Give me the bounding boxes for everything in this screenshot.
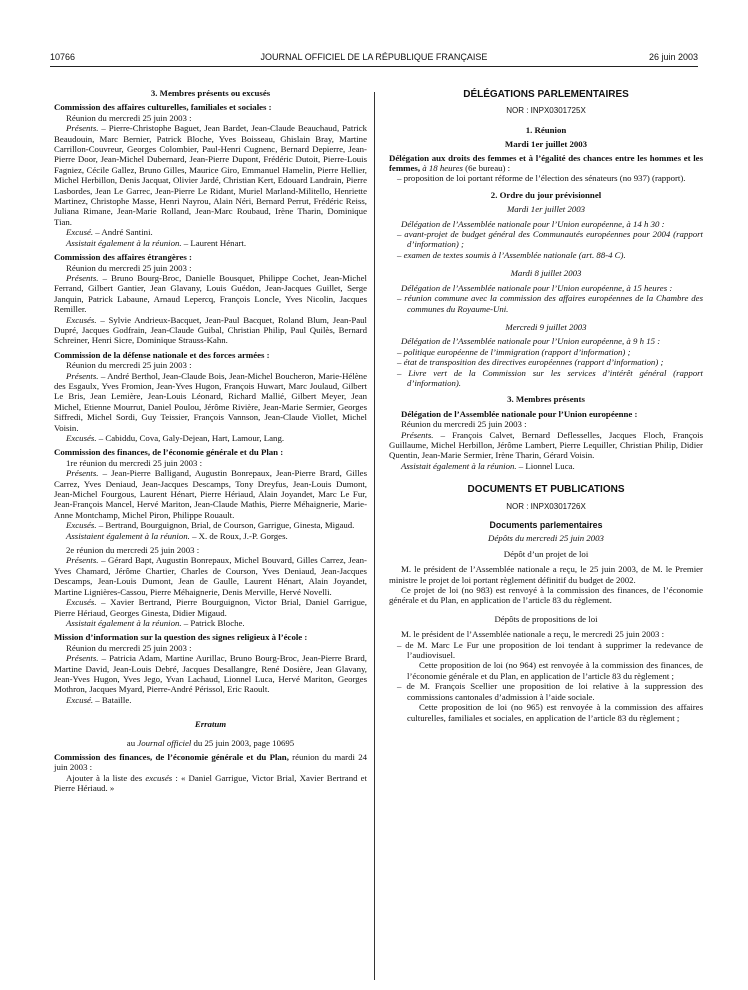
erratum-pre: au xyxy=(126,737,138,748)
excused-paragraph xyxy=(54,597,367,618)
agenda-item: – proposition de loi portant réforme de l’élection des sénateurs (no 937) (rapport). xyxy=(397,173,686,184)
present-paragraph xyxy=(54,273,367,315)
present-label: Présents. xyxy=(66,370,99,381)
issue-date: 26 juin 2003 xyxy=(648,52,698,62)
assist-label: Assistait également à la réunion. xyxy=(66,617,182,628)
erratum-add-text: : « Daniel Garrigue, Victor Brial, Xavier Bertrand et Pierre Hériaud. » xyxy=(54,772,367,794)
excused-paragraph xyxy=(54,520,367,530)
assist-text: – Patrick Bloche. xyxy=(181,617,245,628)
agenda-item: – Livre vert de la Commission sur les services d’intérêt général (rapport d’information). xyxy=(397,367,703,388)
excused-text: – Sylvie Andrieux-Bacquet, Jean-Paul Bacquet, Roland Blum, Jean-Paul Dupré, Jacques Godfrain, Jean-Claude Guibal, Christian Philip, Paul Quilès, Bernard Schreiner, Henri Sicre, Dominique Strauss-Kahn. xyxy=(54,314,367,346)
mission-title: Mission d’information sur la question des signes religieux à l’école : xyxy=(54,632,308,643)
delegation-meeting: Délégation de l’Assemblée nationale pour l’Union européenne, à 9 h 15 : xyxy=(401,336,661,347)
meeting-line: Réunion du mercredi 25 juin 2003 : xyxy=(66,360,192,371)
agenda-item: – état de transposition des directives européennes (rapport d’information) ; xyxy=(397,357,664,368)
agenda-date: Mercredi 9 juillet 2003 xyxy=(505,321,587,332)
present-label: Présents. xyxy=(66,555,99,566)
present-text: – Jean-Pierre Balligand, Augustin Bonrepaux, Jean-Pierre Brard, Gilles Carrez, Yves Deniaud, Jean-Jacques Descamps, Tony Dreyfus, Jean-Louis Dumont, Jean-Michel Fourgous, Laurent Hénart, Pierre Hériaud, Alain Joyandet, Marc Le Fur, Jean-François Mancel, Hervé Mariton, Jean-Claude Mathis, Pierre Méhaignerie, Marie-Anne Montchamp, Michel Piron, Philippe Rouault. xyxy=(54,468,367,520)
header-rule xyxy=(50,66,698,67)
deposit-item: – de M. Marc Le Fur une proposition de loi tendant à supprimer la redevance de l’audiovisuel. xyxy=(397,639,703,661)
deposit-item: – de M. François Scellier une proposition de loi relative à la suppression des commissions cantonales d’admission à l’aide sociale. xyxy=(397,681,703,702)
assist-paragraph xyxy=(389,461,703,471)
assist-text: – X. de Roux, J.-P. Gorges. xyxy=(189,530,288,541)
journal-title: JOURNAL OFFICIEL DE LA RÉPUBLIQUE FRANÇAISE xyxy=(260,52,488,62)
assist-text: – Lionnel Luca. xyxy=(516,460,575,471)
subsection-title: 1. Réunion xyxy=(525,124,567,135)
meeting-line: 2e réunion du mercredi 25 juin 2003 : xyxy=(66,545,200,556)
excused-label: Excusés. xyxy=(66,314,97,325)
delegation-meeting: Délégation de l’Assemblée nationale pour l’Union européenne, à 14 h 30 : xyxy=(401,218,665,229)
delegation-name: Délégation de l’Assemblée nationale pour l’Union européenne : xyxy=(401,408,638,419)
excused-label: Excusés. xyxy=(66,433,97,443)
excused-text: – Bataille. xyxy=(93,694,132,705)
documents-subheading: Documents parlementaires xyxy=(489,520,603,530)
meeting-line: Réunion du mercredi 25 juin 2003 : xyxy=(401,419,527,430)
assist-paragraph xyxy=(54,238,367,248)
agenda-item: – politique européenne de l’immigration (rapport d’information) ; xyxy=(397,346,631,357)
committee-title: Commission de la défense nationale et des forces armées : xyxy=(54,349,270,360)
page-header xyxy=(50,50,698,64)
deposit-heading: Dépôt d’un projet de loi xyxy=(503,548,589,559)
deposit-paragraph: M. le président de l’Assemblée nationale a reçu, le 25 juin 2003, de M. le Premier ministre le projet de loi portant règlement définitif du budget de 2002. xyxy=(389,564,703,585)
right-column xyxy=(389,82,703,723)
excused-paragraph xyxy=(54,227,367,237)
present-label: Présents. xyxy=(66,123,99,134)
committee-title: Commission des finances, de l’économie générale et du Plan : xyxy=(54,447,284,458)
agenda-item: – examen de textes soumis à l’Assemblée nationale (art. 88-4 C). xyxy=(397,249,626,260)
nor-reference: NOR : INPX0301725X xyxy=(506,106,586,116)
erratum-title: Erratum xyxy=(194,719,227,730)
meeting-line: 1re réunion du mercredi 25 juin 2003 : xyxy=(66,457,203,468)
deposit-referral: Cette proposition de loi (no 964) est renvoyée à la commission des finances, de l’économie générale et du Plan, en application de l’article 83 du règlement ; xyxy=(407,660,703,681)
present-paragraph xyxy=(54,653,367,695)
meeting-line: Réunion du mercredi 25 juin 2003 : xyxy=(66,642,192,653)
excused-label: Excusé. xyxy=(66,227,94,238)
present-text: – François Calvet, Bernard Deflesselles, Jacques Floch, François Guillaume, Michel Herbillon, Jérôme Lambert, Pierre Lequiller, Christian Philip, Didier Quentin, Jean-Marie Sermier, Irène Tharin, Gérard Voisin. xyxy=(389,429,703,461)
excused-paragraph xyxy=(54,433,367,443)
present-text: – André Berthol, Jean-Claude Bois, Jean-Michel Boucheron, Marie-Hélène des Esgaulx, Yves Fromion, Jean-Yves Hugon, François Huwart, Marc Joulaud, Gilbert Le Bris, Jean Lemière, Jean-Louis Léonard, Richard Mallié, Gilbert Meyer, Jean Michel, Etienne Mourrut, Daniel Poulou, Jérôme Rivière, Jean-Marie Sermier, Georges Siffredi, Michel Sordi, Guy Teissier, François Vannson, Jean-Claude Viollet, Michel Voisin. xyxy=(54,370,367,433)
excused-text: – André Santini. xyxy=(93,227,153,238)
erratum-addition xyxy=(54,773,367,794)
delegation-name: Délégation aux droits des femmes et à l’égalité des chances entre les hommes et les femmes, xyxy=(389,152,703,174)
present-paragraph xyxy=(54,555,367,597)
erratum-add-label: excusés xyxy=(145,772,173,783)
left-column xyxy=(54,82,367,794)
nor-reference: NOR : INPX0301726X xyxy=(506,501,586,511)
excused-label: Excusés. xyxy=(66,520,97,531)
assist-label: Assistait également à la réunion. xyxy=(66,237,182,248)
erratum-committee xyxy=(54,752,367,773)
present-label: Présents. xyxy=(66,272,99,283)
present-text: – Gérard Bapt, Augustin Bonrepaux, Michel Bouvard, Gilles Carrez, Jean-Yves Chamard, Jérôme Chartier, Charles de Courson, Yves Deniaud, Jean-Jacques Descamps, Jean-Louis Dumont, Jean de Gaulle, Laurent Hénart, Alain Joyandet, Martine Lignières-Cassou, Pierre Méhaignerie, Denis Merville, Hervé Novelli. xyxy=(54,555,367,597)
subsection-title: 3. Membres présents xyxy=(507,394,585,405)
agenda-item: – réunion commune avec la commission des affaires européennes de la Chambre des communes du Royaume-Uni. xyxy=(397,293,703,314)
column-divider xyxy=(374,92,375,980)
meeting-time: à 18 heures xyxy=(420,163,463,174)
agenda-item: – avant-projet de budget général des Communautés européennes pour 2004 (rapport d’information) ; xyxy=(397,229,703,250)
erratum-add-pre: Ajouter à la liste des xyxy=(66,772,146,783)
erratum-committee-title: Commission des finances, de l’économie générale et du Plan, xyxy=(54,751,289,762)
erratum-reference xyxy=(54,738,367,748)
deposit-paragraph: Ce projet de loi (no 983) est renvoyé à la commission des finances, de l’économie générale et du Plan, en application de l’article 83 du règlement. xyxy=(389,585,703,606)
present-text: – Bruno Bourg-Broc, Danielle Bousquet, Philippe Cochet, Jean-Michel Ferrand, Gilbert Gantier, Jean Glavany, Louis Guédon, Jean-Jacques Guillet, Serge Janquin, Patrick Labaune, Arnaud Lepercq, François Loncle, Yves Nicolin, Jacques Remiller. xyxy=(54,272,367,315)
present-paragraph xyxy=(54,123,367,227)
section-title-members: 3. Membres présents ou excusés xyxy=(150,88,271,98)
excused-label: Excusé. xyxy=(66,694,94,705)
excused-text: – Xavier Bertrand, Pierre Bourguignon, Victor Brial, Daniel Garrigue, Pierre Hériaud, Georges Ginesta, Didier Migaud. xyxy=(54,597,367,618)
delegation-meeting xyxy=(389,153,703,174)
excused-text: – Bertrand, Bourguignon, Brial, de Courson, Garrigue, Ginesta, Migaud. xyxy=(96,520,355,531)
present-text: – Pierre-Christophe Baguet, Jean Bardet, Jean-Claude Beauchaud, Patrick Beaudouin, Marc Bernier, Patrick Bloche, Yves Boisseau, Ghislain Bray, Martine Carrillon-Couvreur, Georges Colombier, Paul-Henri Cugnenc, Bernard Depierre, Jean-Pierre Door, Jean-Michel Dubernard, Jean-Pierre Dupont, Frédéric Dutoit, Pierre-Louis Fagniez, Cécile Gallez, Bruno Gilles, Maurice Giro, Emmanuel Hamelin, Pierre Hellier, Michel Herbillon, Denis Jacquat, Olivier Jardé, Christian Kert, Edouard Landrain, Pierre Lasbordes, Jean Le Garrec, Jean-Pierre Le Ridant, Muriel Marland-Militello, Henriette Martinez, Christophe Masse, Henri Nayrou, Alain Néri, Bernard Perrut, Frédéric Reiss, Juliana Rimane, Jean-Marie Rolland, Jean-Marc Roubaud, Irène Tharin, Dominique Tian. xyxy=(54,123,367,227)
documents-heading: DOCUMENTS ET PUBLICATIONS xyxy=(467,484,625,496)
present-paragraph xyxy=(389,430,703,461)
deposit-heading: Dépôts de propositions de loi xyxy=(494,613,598,624)
present-label: Présents. xyxy=(401,429,434,440)
meeting-room: (6e bureau) : xyxy=(462,163,511,174)
erratum-journal: Journal officiel xyxy=(137,737,192,748)
erratum-meeting: réunion du mardi 24 juin 2003 : xyxy=(54,751,368,773)
delegation-meeting: Délégation de l’Assemblée nationale pour l’Union européenne, à 15 heures : xyxy=(401,282,673,293)
present-label: Présents. xyxy=(66,468,99,479)
subsection-title: 2. Ordre du jour prévisionnel xyxy=(490,189,602,200)
excused-paragraph xyxy=(54,315,367,346)
present-label: Présents. xyxy=(66,653,99,664)
committee-title: Commission des affaires étrangères : xyxy=(54,252,192,263)
assist-text: – Laurent Hénart. xyxy=(181,237,247,248)
deposit-paragraph: M. le président de l’Assemblée nationale a reçu, le mercredi 25 juin 2003 : xyxy=(401,629,665,640)
deposit-referral: Cette proposition de loi (no 965) est renvoyée à la commission des affaires culturelles, familiales et sociales, en application de l’article 83 du règlement ; xyxy=(407,702,703,723)
excused-text: – Cabiddu, Cova, Galy-Dejean, Hart, Lamour, Lang. xyxy=(96,433,285,443)
committee-title: Commission des affaires culturelles, familiales et sociales : xyxy=(54,102,272,113)
excused-label: Excusés. xyxy=(66,597,97,608)
present-paragraph xyxy=(54,468,367,520)
agenda-date: Mardi 8 juillet 2003 xyxy=(510,268,582,279)
assist-paragraph xyxy=(54,618,367,628)
page-number: 10766 xyxy=(50,52,76,62)
meeting-line: Réunion du mercredi 25 juin 2003 : xyxy=(66,112,192,123)
delegations-heading: DÉLÉGATIONS PARLEMENTAIRES xyxy=(463,89,629,100)
excused-paragraph xyxy=(54,695,367,705)
assist-label: Assistaient également à la réunion. xyxy=(66,530,190,541)
agenda-date: Mardi 1er juillet 2003 xyxy=(504,139,588,150)
assist-paragraph xyxy=(54,531,367,541)
assist-label: Assistait également à la réunion. xyxy=(401,460,517,471)
present-text: – Patricia Adam, Martine Aurillac, Bruno Bourg-Broc, Jean-Pierre Brard, Martine David, Jean-Louis Debré, Jacques Desallangre, René Dosière, Jean Glavany, Jean-Yves Hugon, Yves Jego, Yvan Lachaud, Lionnel Luca, Hervé Mariton, Georges Mothron, Jacques Myard, Pierre-André Périssol, Eric Raoult. xyxy=(54,653,367,695)
erratum-post: du 25 juin 2003, page 10695 xyxy=(191,737,295,748)
deposits-date: Dépôts du mercredi 25 juin 2003 xyxy=(488,533,604,544)
meeting-line: Réunion du mercredi 25 juin 2003 : xyxy=(66,262,192,273)
present-paragraph xyxy=(54,371,367,433)
agenda-date: Mardi 1er juillet 2003 xyxy=(506,204,586,215)
